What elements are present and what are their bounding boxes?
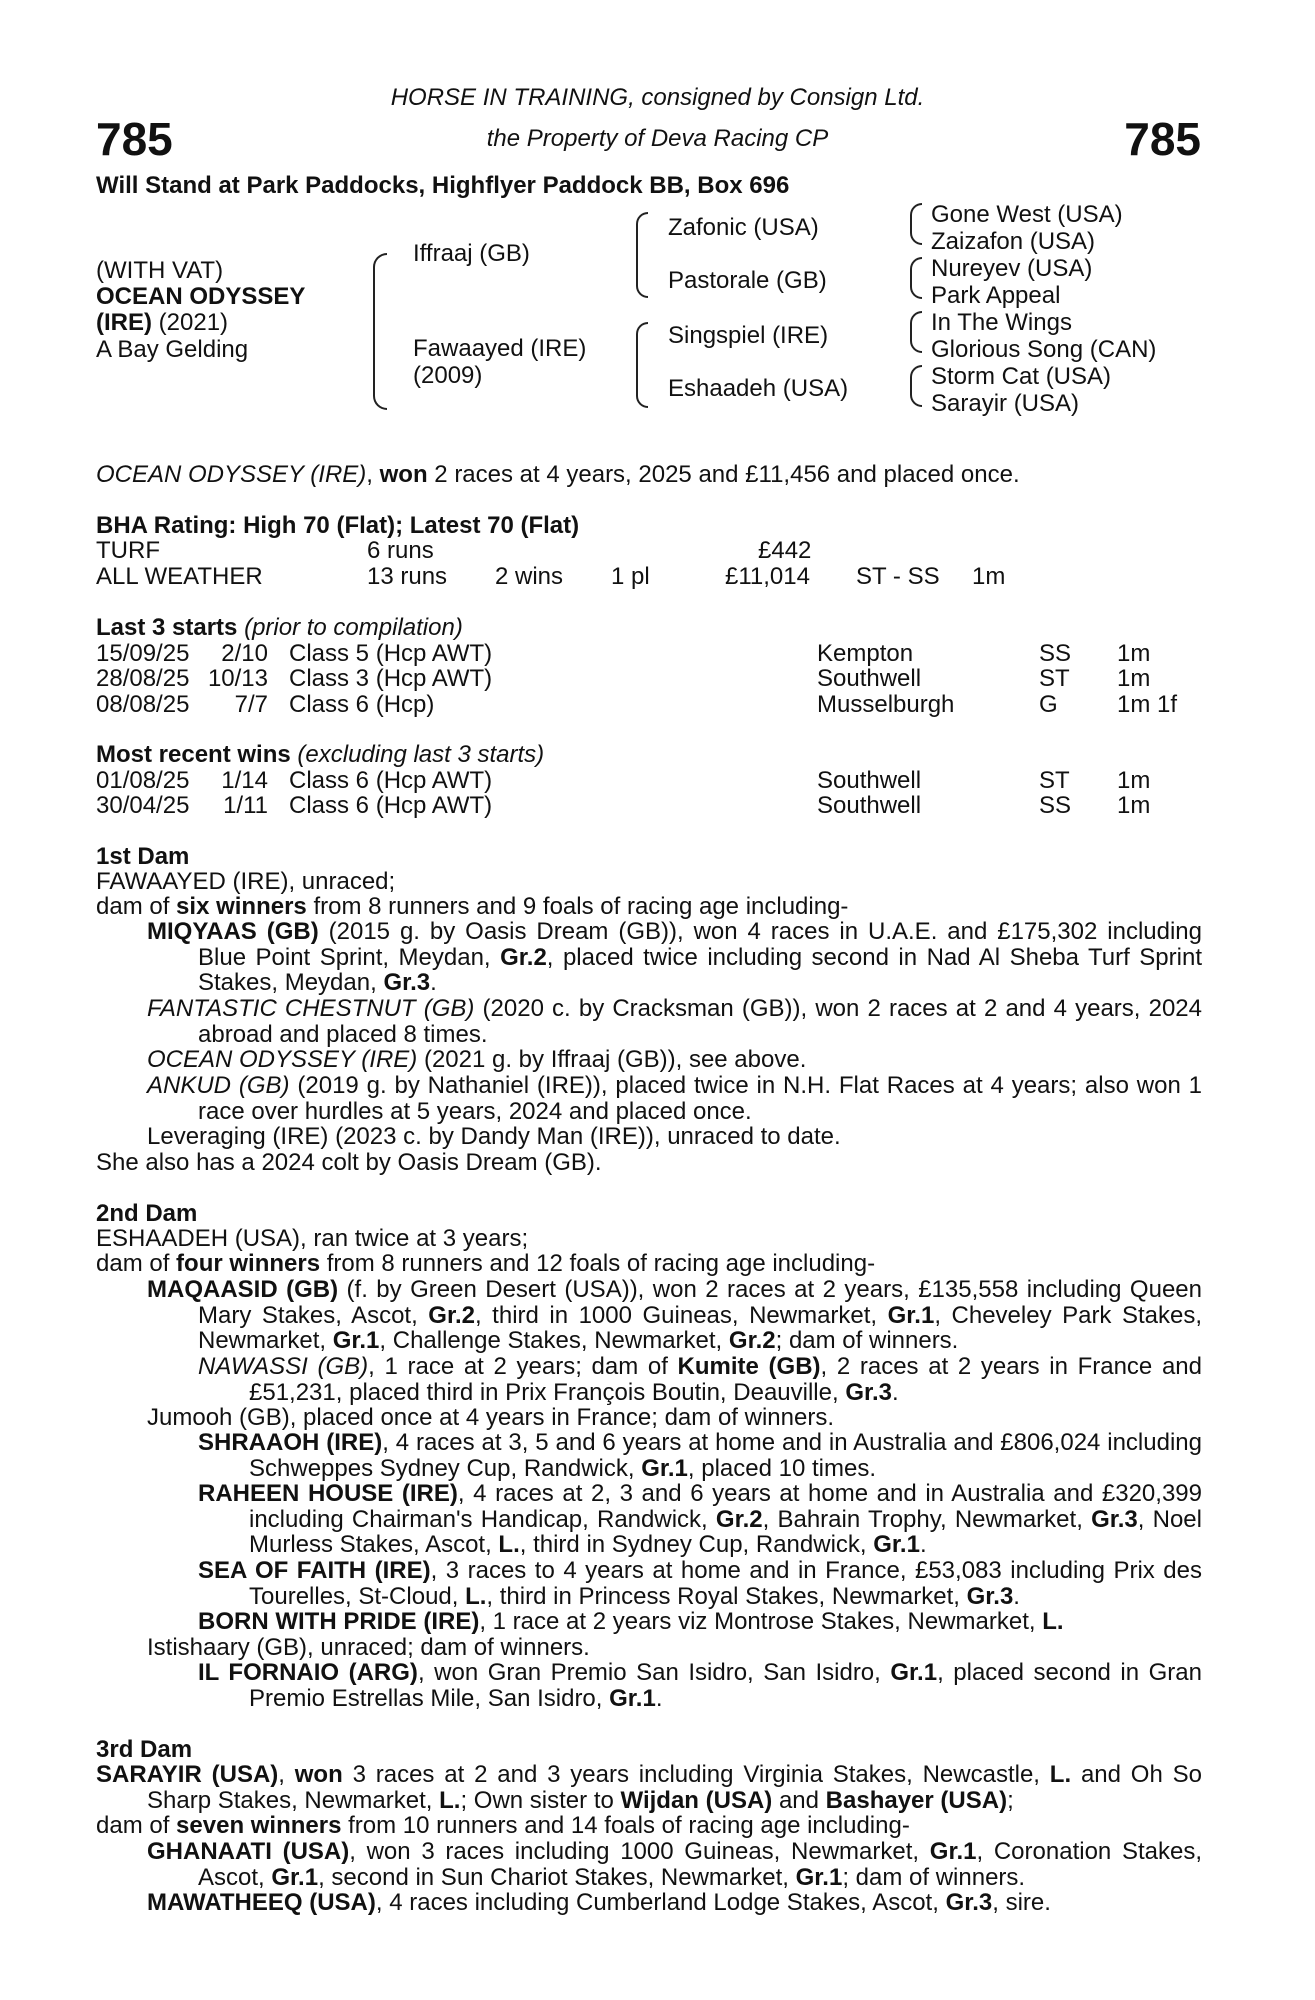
- rw-going: SS: [1039, 792, 1072, 819]
- ls-course: Southwell: [817, 665, 922, 692]
- turf-prize: £442: [758, 537, 812, 564]
- rw-pos: 1/14: [221, 767, 268, 794]
- ls-pos: 7/7: [234, 691, 268, 718]
- aw-prize: £11,014: [725, 563, 810, 590]
- rw-class: Class 6 (Hcp AWT): [289, 792, 493, 819]
- dam2-progeny-maqaasid: MAQAASID (GB) (f. by Green Desert (USA)), won 2 races at 2 years, £135,558 including Queen Mary Stakes, Ascot, Gr.2, third in 1000 Guineas, Newmarket, Gr.1, Cheveley Park Stakes, Newmarket, Gr.1, Challenge Stakes, Newmarket, Gr.2; dam of winners.: [147, 1276, 1202, 1355]
- dam1-progeny-fantastic-chestnut: FANTASTIC CHESTNUT (GB) (2020 c. by Cracksman (GB)), won 2 races at 2 and 4 years, 2024 abroad and placed 8 times.: [147, 995, 1202, 1048]
- race-summary: OCEAN ODYSSEY (IRE), won 2 races at 4 years, 2025 and £11,456 and placed once.: [96, 461, 1020, 488]
- lot-number-right: 785: [1124, 113, 1201, 165]
- dam1-note: She also has a 2024 colt by Oasis Dream (GB).: [96, 1149, 602, 1176]
- dam2-progeny-nawassi: NAWASSI (GB), 1 race at 2 years; dam of Kumite (GB), 2 races at 2 years in France and £51,231, placed third in Prix François Boutin, Deauville, Gr.3.: [198, 1353, 1202, 1406]
- bha-rating: BHA Rating: High 70 (Flat); Latest 70 (Flat): [96, 512, 580, 539]
- rw-course: Southwell: [817, 792, 922, 819]
- dam2-progeny-jumooh: Jumooh (GB), placed once at 4 years in France; dam of winners.: [147, 1404, 834, 1431]
- ggp-7: Storm Cat (USA): [931, 363, 1112, 390]
- aw-runs: 13 runs: [367, 563, 448, 590]
- third-dam-sarayir: SARAYIR (USA), won 3 races at 2 and 3 years including Virginia Stakes, Newcastle, L. and Oh So Sharp Stakes, Newmarket, L.; Own sister to Wijdan (USA) and Bashayer (USA);: [96, 1761, 1202, 1814]
- ls-dist: 1m 1f: [1117, 691, 1178, 718]
- ls-date: 28/08/25: [96, 665, 190, 692]
- pedigree-brace-sire: [636, 212, 648, 298]
- dam-dam: Eshaadeh (USA): [668, 375, 849, 402]
- dam2-progeny-shraaoh: SHRAAOH (IRE), 4 races at 3, 5 and 6 years at home and in Australia and £806,024 including Schweppes Sydney Cup, Randwick, Gr.1, placed 10 times.: [198, 1429, 1202, 1482]
- aw-surface: ST - SS: [856, 563, 940, 590]
- ls-going: G: [1039, 691, 1058, 718]
- stand-location: Will Stand at Park Paddocks, Highflyer Paddock BB, Box 696: [96, 172, 790, 199]
- ls-going: ST: [1039, 665, 1070, 692]
- pedigree-brace-ggp2: [910, 257, 922, 299]
- aw-placed: 1 pl: [611, 563, 650, 590]
- turf-label: TURF: [96, 537, 160, 564]
- dam-year: (2009): [413, 362, 483, 389]
- last-starts-heading: Last 3 starts (prior to compilation): [96, 614, 463, 641]
- ls-dist: 1m: [1117, 665, 1151, 692]
- dam3-progeny-mawatheeq: MAWATHEEQ (USA), 4 races including Cumberland Lodge Stakes, Ascot, Gr.3, sire.: [147, 1889, 1051, 1916]
- turf-runs: 6 runs: [367, 537, 434, 564]
- lot-number-left: 785: [96, 113, 173, 165]
- dam3-progeny-ghanaati: GHANAATI (USA), won 3 races including 1000 Guineas, Newmarket, Gr.1, Coronation Stakes, Ascot, Gr.1, second in Sun Chariot Stakes, Newmarket, Gr.1; dam of winners.: [147, 1838, 1202, 1891]
- first-dam-heading: 1st Dam: [96, 843, 190, 870]
- ls-course: Kempton: [817, 640, 914, 667]
- dam2-progeny-istishaary: Istishaary (GB), unraced; dam of winners.: [147, 1634, 590, 1661]
- dam2-progeny-sea-of-faith: SEA OF FAITH (IRE), 3 races to 4 years at home and in France, £53,083 including Prix des Tourelles, St-Cloud, L., third in Princess Royal Stakes, Newmarket, Gr.3.: [198, 1557, 1202, 1610]
- sire-dam: Pastorale (GB): [668, 267, 827, 294]
- recent-wins-heading: Most recent wins (excluding last 3 starts): [96, 741, 545, 768]
- horse-year: (2021): [158, 309, 229, 336]
- pedigree-brace-ggp4: [910, 365, 922, 407]
- pedigree-brace-ggp3: [910, 311, 922, 353]
- horse-country: (IRE): [96, 309, 152, 336]
- ls-going: SS: [1039, 640, 1072, 667]
- rw-date: 01/08/25: [96, 767, 190, 794]
- third-dam-heading: 3rd Dam: [96, 1736, 193, 1763]
- rw-pos: 1/11: [223, 792, 268, 819]
- aw-label: ALL WEATHER: [96, 563, 263, 590]
- property-line: the Property of Deva Racing CP: [486, 125, 829, 152]
- ls-class: Class 6 (Hcp): [289, 691, 435, 718]
- dam-sire: Singspiel (IRE): [668, 322, 829, 349]
- ggp-4: Park Appeal: [931, 282, 1061, 309]
- first-dam-name: FAWAAYED (IRE), unraced;: [96, 868, 396, 895]
- ls-course: Musselburgh: [817, 691, 955, 718]
- ggp-3: Nureyev (USA): [931, 255, 1093, 282]
- ggp-2: Zaizafon (USA): [931, 228, 1096, 255]
- vat-note: (WITH VAT): [96, 257, 224, 284]
- ggp-8: Sarayir (USA): [931, 390, 1080, 417]
- dam1-progeny-ocean-odyssey: OCEAN ODYSSEY (IRE) (2021 g. by Iffraaj (GB)), see above.: [147, 1046, 807, 1073]
- ls-dist: 1m: [1117, 640, 1151, 667]
- horse-description: A Bay Gelding: [96, 336, 249, 363]
- sire-sire: Zafonic (USA): [668, 214, 819, 241]
- rw-dist: 1m: [1117, 792, 1151, 819]
- rw-date: 30/04/25: [96, 792, 190, 819]
- dam1-progeny-miqyaas: MIQYAAS (GB) (2015 g. by Oasis Dream (GB)), won 4 races in U.A.E. and £175,302 including Blue Point Sprint, Meydan, Gr.2, placed twice including second in Nad Al Sheba Turf Sprint Stakes, Meydan, Gr.3.: [147, 918, 1202, 997]
- second-dam-name: ESHAADEH (USA), ran twice at 3 years;: [96, 1225, 529, 1252]
- ggp-6: Glorious Song (CAN): [931, 336, 1157, 363]
- second-dam-produce: dam of four winners from 8 runners and 12 foals of racing age including-: [96, 1250, 876, 1277]
- dam1-progeny-leveraging: Leveraging (IRE) (2023 c. by Dandy Man (IRE)), unraced to date.: [147, 1123, 841, 1150]
- dam: Fawaayed (IRE): [413, 335, 587, 362]
- aw-distance: 1m: [972, 563, 1006, 590]
- ggp-5: In The Wings: [931, 309, 1072, 336]
- pedigree-brace-main: [373, 253, 387, 410]
- first-dam-produce: dam of six winners from 8 runners and 9 foals of racing age including-: [96, 893, 849, 920]
- rw-going: ST: [1039, 767, 1070, 794]
- pedigree-brace-ggp1: [910, 203, 922, 245]
- sire: Iffraaj (GB): [413, 240, 530, 267]
- ls-class: Class 3 (Hcp AWT): [289, 665, 493, 692]
- dam1-progeny-ankud: ANKUD (GB) (2019 g. by Nathaniel (IRE)), placed twice in N.H. Flat Races at 4 years; also won 1 race over hurdles at 5 years, 2024 and placed once.: [147, 1072, 1202, 1125]
- pedigree-brace-dam: [636, 322, 648, 408]
- rw-dist: 1m: [1117, 767, 1151, 794]
- ls-class: Class 5 (Hcp AWT): [289, 640, 493, 667]
- rw-class: Class 6 (Hcp AWT): [289, 767, 493, 794]
- ggp-1: Gone West (USA): [931, 201, 1123, 228]
- dam2-progeny-born-with-pride: BORN WITH PRIDE (IRE), 1 race at 2 years viz Montrose Stakes, Newmarket, L.: [198, 1608, 1064, 1635]
- ls-pos: 10/13: [207, 665, 268, 692]
- second-dam-heading: 2nd Dam: [96, 1200, 198, 1227]
- third-dam-produce: dam of seven winners from 10 runners and 14 foals of racing age including-: [96, 1812, 910, 1839]
- horse-name: OCEAN ODYSSEY: [96, 283, 306, 310]
- ls-pos: 2/10: [221, 640, 268, 667]
- ls-date: 15/09/25: [96, 640, 190, 667]
- ls-date: 08/08/25: [96, 691, 190, 718]
- horse-origin: [96, 310, 228, 336]
- dam2-progeny-raheen-house: RAHEEN HOUSE (IRE), 4 races at 2, 3 and 6 years at home and in Australia and £320,399 including Chairman's Handicap, Randwick, Gr.2, Bahrain Trophy, Newmarket, Gr.3, Noel Murless Stakes, Ascot, L., third in Sydney Cup, Randwick, Gr.1.: [198, 1480, 1202, 1559]
- dam2-progeny-il-fornaio: IL FORNAIO (ARG), won Gran Premio San Isidro, San Isidro, Gr.1, placed second in Gran Premio Estrellas Mile, San Isidro, Gr.1.: [198, 1659, 1202, 1712]
- consignor-line: HORSE IN TRAINING, consigned by Consign Ltd.: [390, 84, 925, 111]
- aw-wins: 2 wins: [495, 563, 564, 590]
- rw-course: Southwell: [817, 767, 922, 794]
